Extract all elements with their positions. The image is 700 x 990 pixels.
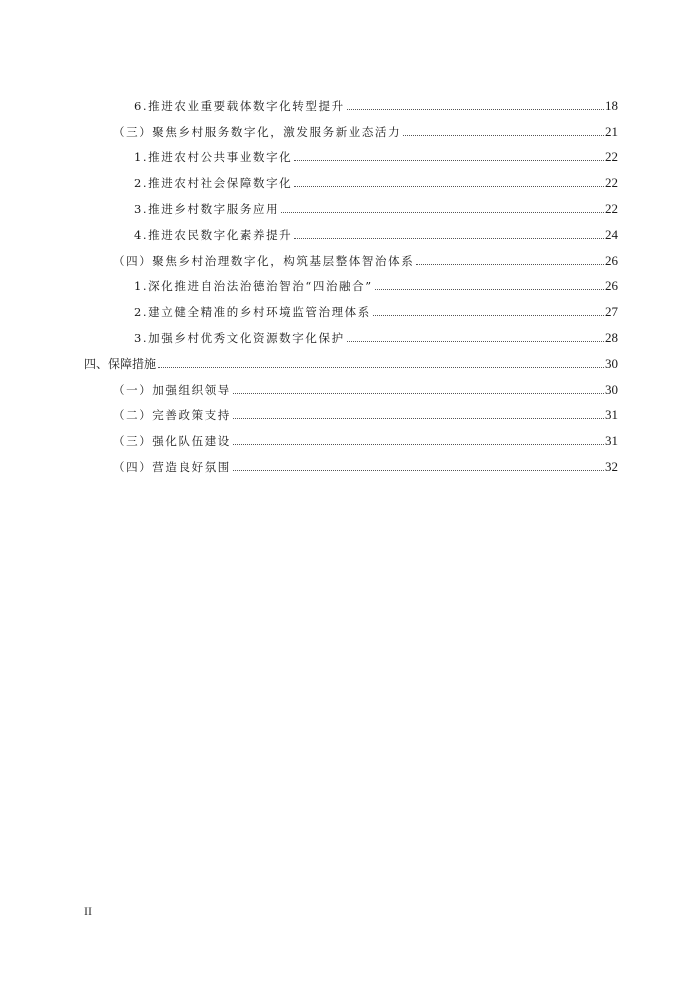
- dot-leader: [294, 159, 604, 161]
- toc-entry-page: 22: [605, 200, 618, 216]
- dot-leader: [403, 134, 604, 136]
- toc-entry-page: 21: [605, 123, 618, 139]
- toc-entry-title: 3.推进乡村数字服务应用: [134, 201, 280, 216]
- dot-leader: [158, 366, 604, 368]
- toc-entry-title: 6.推进农业重要载体数字化转型提升: [134, 98, 345, 113]
- toc-entry-page: 27: [605, 304, 618, 320]
- toc-entry-title: （三）强化队伍建设: [113, 434, 231, 449]
- toc-entry-page: 24: [605, 226, 618, 242]
- toc-entry-title: （一）加强组织领导: [113, 382, 231, 397]
- toc-entry[interactable]: [84, 113, 618, 139]
- toc-entry-title: 1.推进农村公共事业数字化: [134, 150, 293, 165]
- toc-entry[interactable]: [84, 190, 618, 216]
- toc-entry-page: 28: [605, 329, 618, 345]
- toc-entry-title: 1.深化推进自治法治德治智治“四治融合”: [134, 279, 373, 294]
- toc-entry-title: （三）聚焦乡村服务数字化，激发服务新业态活力: [113, 124, 402, 139]
- toc-entry[interactable]: [84, 293, 618, 319]
- dot-leader: [294, 237, 604, 239]
- toc-entry[interactable]: [84, 87, 618, 113]
- toc-entry-page: 30: [605, 355, 618, 371]
- dot-leader: [416, 263, 604, 265]
- dot-leader: [373, 314, 604, 316]
- dot-leader: [294, 185, 604, 187]
- dot-leader: [233, 443, 604, 445]
- toc-entry-title: （二）完善政策支持: [113, 408, 231, 423]
- dot-leader: [347, 108, 604, 110]
- toc-entry-page: 26: [605, 252, 618, 268]
- toc-entry-page: 26: [605, 278, 618, 294]
- toc-entry-title: 2.建立健全精准的乡村环境监管治理体系: [134, 305, 371, 320]
- toc-entry-page: 18: [605, 97, 618, 113]
- toc-entry[interactable]: [84, 139, 618, 165]
- dot-leader: [233, 469, 604, 471]
- toc-entry-title: （四）营造良好氛围: [113, 459, 231, 474]
- toc-entry[interactable]: [84, 448, 618, 474]
- toc-entry[interactable]: [84, 422, 618, 448]
- toc-entry-page: 22: [605, 149, 618, 165]
- toc-entry[interactable]: [84, 345, 618, 371]
- toc-entry[interactable]: [84, 164, 618, 190]
- toc-entry[interactable]: [84, 268, 618, 294]
- toc-entry-page: 31: [605, 433, 618, 449]
- dot-leader: [375, 288, 604, 290]
- dot-leader: [347, 340, 604, 342]
- toc-entry[interactable]: [84, 242, 618, 268]
- toc-entry[interactable]: [84, 397, 618, 423]
- toc-entry[interactable]: [84, 371, 618, 397]
- toc-entry-page: 22: [605, 175, 618, 191]
- toc-entry-title: 3.加强乡村优秀文化资源数字化保护: [134, 330, 345, 345]
- toc-entry-title: 四、保障措施: [84, 356, 157, 371]
- toc-entry-page: 30: [605, 381, 618, 397]
- toc-entry-page: 31: [605, 407, 618, 423]
- toc-entry[interactable]: [84, 216, 618, 242]
- toc-entry-title: 2.推进农村社会保障数字化: [134, 176, 293, 191]
- toc-entry-page: 32: [605, 458, 618, 474]
- dot-leader: [233, 392, 604, 394]
- dot-leader: [233, 417, 604, 419]
- dot-leader: [281, 211, 604, 213]
- toc-entry[interactable]: [84, 319, 618, 345]
- toc-entry-title: （四）聚焦乡村治理数字化，构筑基层整体智治体系: [113, 253, 415, 268]
- toc-entry-title: 4.推进农民数字化素养提升: [134, 227, 293, 242]
- table-of-contents: [84, 87, 618, 474]
- page-number: II: [84, 904, 92, 918]
